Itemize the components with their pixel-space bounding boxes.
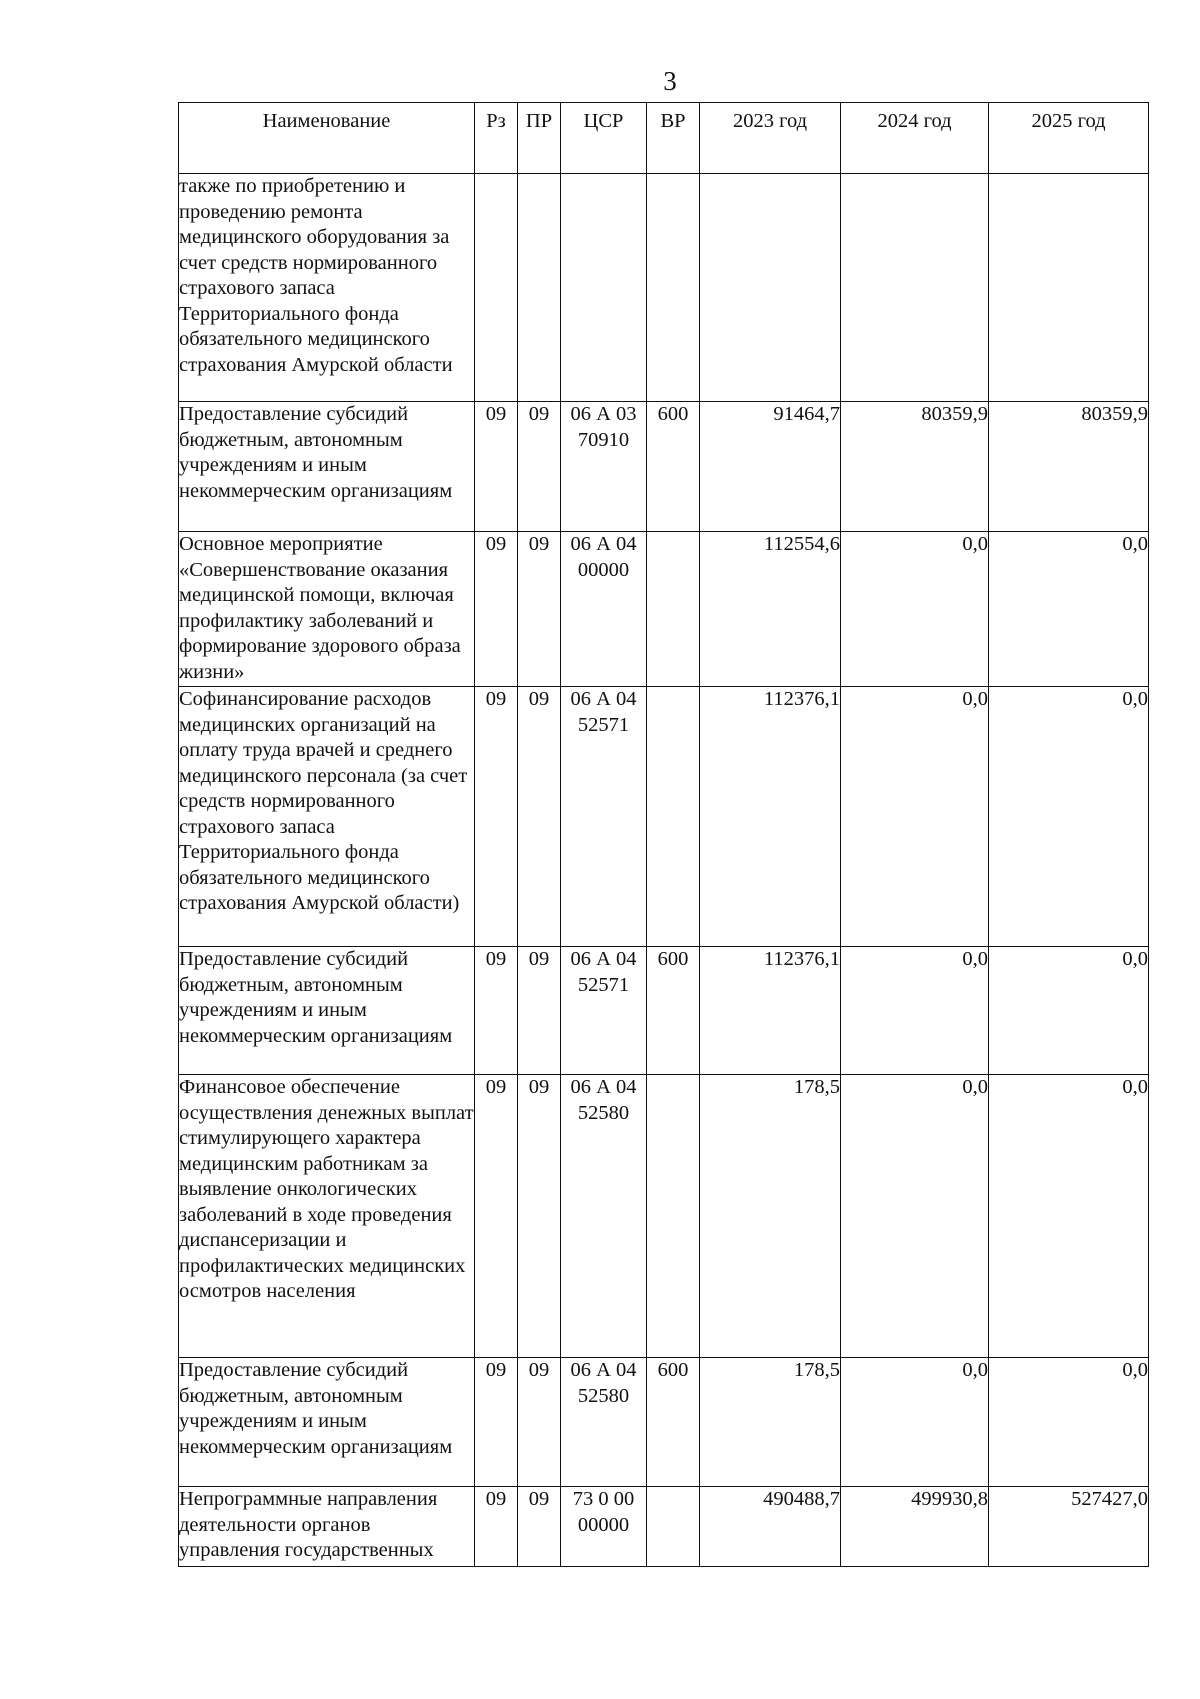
row-2023: 112554,6 — [700, 532, 841, 687]
row-pr: 09 — [518, 532, 561, 687]
row-csr — [561, 947, 647, 1075]
row-csr-part1: 06 А 04 — [570, 948, 637, 970]
row-2025: 0,0 — [989, 1075, 1149, 1358]
row-csr-part1: 06 А 04 — [570, 1076, 637, 1098]
row-vr: 600 — [647, 1358, 700, 1487]
row-rz: 09 — [475, 947, 518, 1075]
row-pr: 09 — [518, 1358, 561, 1487]
row-name: Финансовое обеспечение осуществления денежных выплат стимулирующего характера медицинским работникам за выявление онкологических заболеваний в ходе проведения диспансеризации и профилактических медицинских осмотров населения — [179, 1075, 475, 1358]
table-row — [179, 532, 1149, 687]
row-pr: 09 — [518, 947, 561, 1075]
row-csr — [561, 687, 647, 947]
table-row — [179, 402, 1149, 532]
row-name: Софинансирование расходов медицинских организаций на оплату труда врачей и среднего медицинского персонала (за счет средств нормированного страхового запаса Территориального фонда обязательного медицинского страхования Амурской области) — [179, 687, 475, 947]
row-name: Предоставление субсидий бюджетным, автономным учреждениям и иным некоммерческим организациям — [179, 402, 475, 532]
row-2024: 0,0 — [841, 1358, 989, 1487]
header-vr: ВР — [647, 103, 700, 174]
row-2024: 0,0 — [841, 687, 989, 947]
row-vr — [647, 1487, 700, 1567]
row-rz: 09 — [475, 1358, 518, 1487]
row-csr-part2: 52571 — [577, 973, 630, 996]
row-2025: 0,0 — [989, 947, 1149, 1075]
row-pr: 09 — [518, 1075, 561, 1358]
row-vr — [647, 174, 700, 402]
table-header-row — [179, 103, 1149, 174]
row-name: Непрограммные направления деятельности органов управления государственных — [179, 1487, 475, 1567]
header-2025: 2025 год — [989, 103, 1149, 174]
row-csr-part1: 06 А 04 — [570, 533, 637, 555]
table-row — [179, 947, 1149, 1075]
row-csr — [561, 174, 647, 402]
row-2024: 0,0 — [841, 532, 989, 687]
row-2024: 0,0 — [841, 1075, 989, 1358]
row-csr — [561, 1487, 647, 1567]
row-2024: 0,0 — [841, 947, 989, 1075]
row-name: также по приобретению и проведению ремонта медицинского оборудования за счет средств нормированного страхового запаса Территориального фонда обязательного медицинского страхования Амурской области — [179, 174, 475, 402]
row-2023: 112376,1 — [700, 947, 841, 1075]
header-name: Наименование — [179, 103, 475, 174]
row-vr — [647, 1075, 700, 1358]
row-rz: 09 — [475, 1075, 518, 1358]
row-2023: 112376,1 — [700, 687, 841, 947]
row-pr: 09 — [518, 1487, 561, 1567]
row-csr-part1: 06 А 04 — [570, 688, 637, 710]
row-2023 — [700, 174, 841, 402]
row-csr — [561, 1358, 647, 1487]
row-vr — [647, 532, 700, 687]
row-csr-part1: 06 А 03 — [570, 403, 637, 425]
header-pr: ПР — [518, 103, 561, 174]
row-2025: 0,0 — [989, 532, 1149, 687]
table-row — [179, 174, 1149, 402]
row-2023: 178,5 — [700, 1358, 841, 1487]
row-csr — [561, 402, 647, 532]
row-csr — [561, 532, 647, 687]
table-body — [179, 174, 1149, 1567]
row-name: Основное мероприятие «Совершенствование оказания медицинской помощи, включая профилактику заболеваний и формирование здорового образа жизни» — [179, 532, 475, 687]
table-row — [179, 687, 1149, 947]
row-csr-part1: 73 0 00 — [572, 1488, 635, 1510]
row-rz: 09 — [475, 402, 518, 532]
row-rz: 09 — [475, 687, 518, 947]
row-csr-part2: 52571 — [577, 713, 630, 736]
budget-table — [178, 102, 1149, 1567]
row-csr-part1: 06 А 04 — [570, 1359, 637, 1381]
row-2023: 178,5 — [700, 1075, 841, 1358]
row-2023: 490488,7 — [700, 1487, 841, 1567]
row-csr-part2: 52580 — [577, 1384, 630, 1407]
row-rz — [475, 174, 518, 402]
row-2024 — [841, 174, 989, 402]
table-row — [179, 1487, 1149, 1567]
page-number: 3 — [663, 66, 677, 96]
table-row — [179, 1358, 1149, 1487]
row-csr-part2: 70910 — [577, 428, 630, 451]
row-csr-part2: 52580 — [577, 1101, 630, 1124]
row-2025: 0,0 — [989, 1358, 1149, 1487]
row-2025 — [989, 174, 1149, 402]
row-2025: 527427,0 — [989, 1487, 1149, 1567]
row-name: Предоставление субсидий бюджетным, автономным учреждениям и иным некоммерческим организациям — [179, 1358, 475, 1487]
row-csr-part2: 00000 — [577, 558, 630, 581]
row-pr — [518, 174, 561, 402]
header-rz: Рз — [475, 103, 518, 174]
row-rz: 09 — [475, 532, 518, 687]
row-2024: 499930,8 — [841, 1487, 989, 1567]
row-csr-part2: 00000 — [577, 1513, 630, 1536]
row-pr: 09 — [518, 687, 561, 947]
row-vr: 600 — [647, 402, 700, 532]
header-2023: 2023 год — [700, 103, 841, 174]
row-vr: 600 — [647, 947, 700, 1075]
header-2024: 2024 год — [841, 103, 989, 174]
header-csr: ЦСР — [561, 103, 647, 174]
table-row — [179, 1075, 1149, 1358]
row-vr — [647, 687, 700, 947]
row-pr: 09 — [518, 402, 561, 532]
row-name: Предоставление субсидий бюджетным, автономным учреждениям и иным некоммерческим организациям — [179, 947, 475, 1075]
row-rz: 09 — [475, 1487, 518, 1567]
row-2024: 80359,9 — [841, 402, 989, 532]
row-2025: 0,0 — [989, 687, 1149, 947]
row-2025: 80359,9 — [989, 402, 1149, 532]
row-csr — [561, 1075, 647, 1358]
row-2023: 91464,7 — [700, 402, 841, 532]
